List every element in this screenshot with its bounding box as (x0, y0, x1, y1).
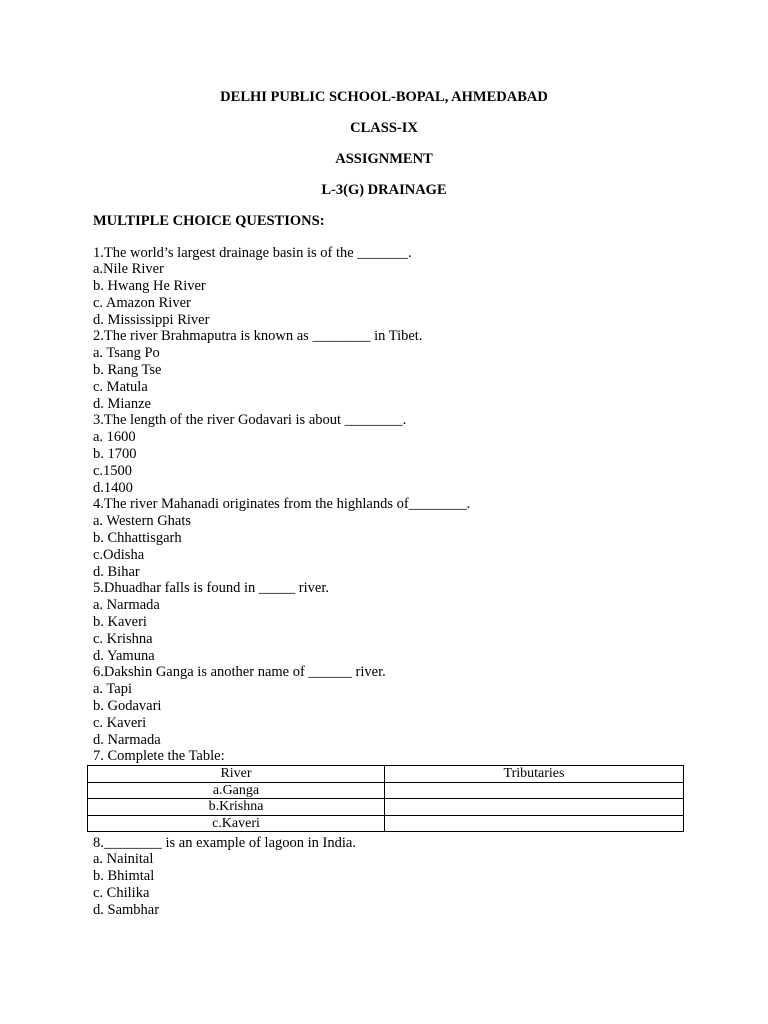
table-cell-river: a.Ganga (88, 782, 385, 799)
option-line: a. Western Ghats (93, 513, 192, 530)
option-line: b. Bhimtal (93, 868, 155, 885)
section-heading: MULTIPLE CHOICE QUESTIONS: (93, 213, 325, 229)
class-title: CLASS-IX (350, 120, 418, 136)
option-line: c. Kaveri (93, 714, 147, 731)
option-line: a. 1600 (93, 429, 136, 446)
table-cell-river: b.Krishna (88, 799, 385, 816)
option-line: b. Chhattisgarh (93, 530, 182, 547)
option-line: d. Narmada (93, 731, 161, 748)
questions-before-table (93, 245, 470, 766)
option-line: c. Chilika (93, 884, 150, 901)
option-line: b. Hwang He River (93, 278, 206, 295)
table-cell-tributaries (385, 782, 684, 799)
option-line: b. Rang Tse (93, 362, 162, 379)
option-line: a.Nile River (93, 261, 164, 278)
table-cell-tributaries (385, 799, 684, 816)
option-line: a. Tapi (93, 681, 132, 698)
option-line: a. Narmada (93, 597, 160, 614)
option-line: a. Tsang Po (93, 345, 160, 362)
option-line: d. Mianze (93, 395, 151, 412)
option-line: d.1400 (93, 479, 133, 496)
table-row (88, 799, 684, 816)
question-4: 4.The river Mahanadi originates from the highlands of________. (93, 496, 471, 513)
river-tributaries-table (87, 765, 684, 832)
option-line: c. Matula (93, 378, 148, 395)
option-line: c. Krishna (93, 630, 153, 647)
option-line: a. Nainital (93, 851, 154, 868)
assignment-title: ASSIGNMENT (335, 151, 433, 167)
question-6: 6.Dakshin Ganga is another name of ______ river. (93, 664, 386, 681)
option-line: c. Amazon River (93, 294, 191, 311)
questions-after-table (93, 835, 356, 919)
question-2: 2.The river Brahmaputra is known as ________ in Tibet. (93, 328, 423, 345)
option-line: c.1500 (93, 462, 133, 479)
table-cell-river: c.Kaveri (88, 815, 385, 832)
lesson-title: L-3(G) DRAINAGE (321, 182, 447, 198)
table-row (88, 782, 684, 799)
question-8: 8.________ is an example of lagoon in India. (93, 834, 356, 851)
option-line: c.Odisha (93, 546, 145, 563)
option-line: d. Mississippi River (93, 311, 210, 328)
question-1: 1.The world’s largest drainage basin is of the _______. (93, 244, 412, 261)
question-7: 7. Complete the Table: (93, 748, 225, 765)
option-line: d. Bihar (93, 563, 140, 580)
table-header-tributaries: Tributaries (385, 766, 684, 783)
question-3: 3.The length of the river Godavari is about ________. (93, 412, 407, 429)
table-header-row (88, 766, 684, 783)
question-5: 5.Dhuadhar falls is found in _____ river. (93, 580, 329, 597)
option-line: d. Yamuna (93, 647, 155, 664)
option-line: d. Sambhar (93, 901, 160, 918)
option-line: b. 1700 (93, 446, 137, 463)
table-header-river: River (88, 766, 385, 783)
option-line: b. Godavari (93, 698, 162, 715)
option-line: b. Kaveri (93, 614, 147, 631)
table-row (88, 815, 684, 832)
school-name: DELHI PUBLIC SCHOOL-BOPAL, AHMEDABAD (220, 89, 548, 105)
table-cell-tributaries (385, 815, 684, 832)
